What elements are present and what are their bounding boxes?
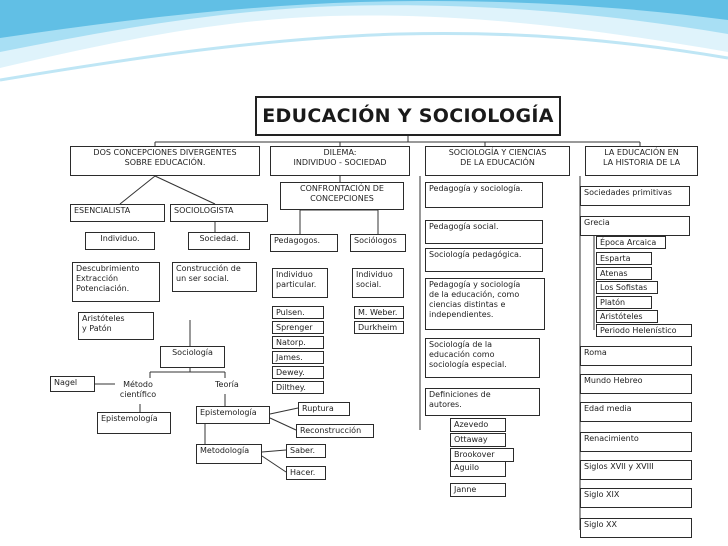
- grecia-item: Los Sofistas: [596, 281, 658, 294]
- era-box: Mundo Hebreo: [580, 374, 692, 394]
- sociologo-item: Durkheim: [354, 321, 404, 334]
- line-metod-saber: [262, 450, 286, 452]
- pedagogo-item: Pulsen.: [272, 306, 324, 319]
- sociologista-box: SOCIOLOGISTA: [170, 204, 268, 222]
- sociologos-box: Sociólogos: [350, 234, 406, 252]
- col2-header-box: DILEMA: INDIVIDUO - SOCIEDAD: [270, 146, 410, 176]
- autor-item: Aguilo: [450, 461, 506, 477]
- era-box: Siglos XVII y XVIII: [580, 460, 692, 480]
- line-epist-ruptura: [270, 408, 298, 414]
- saber-box: Saber.: [286, 444, 326, 458]
- line-col1-sociologista: [155, 176, 215, 204]
- col3-item: Sociología pedagógica.: [425, 248, 543, 272]
- grecia-item: Época Arcaica: [596, 236, 666, 249]
- epistemologia-left-box: Epistemología: [97, 412, 171, 434]
- grecia-item: Esparta: [596, 252, 652, 265]
- grecia-item: Aristóteles: [596, 310, 658, 323]
- autor-item: Brookover: [450, 448, 514, 462]
- individuo-particular-box: Individuo particular.: [272, 268, 328, 298]
- descubrimiento-box: Descubrimiento Extracción Potenciación.: [72, 262, 160, 302]
- construccion-box: Construcción de un ser social.: [172, 262, 257, 292]
- era-box: Siglo XX: [580, 518, 692, 538]
- teoria-label: Teoría: [215, 380, 239, 389]
- autor-item: Janne: [450, 483, 506, 497]
- reconstruccion-box: Reconstrucción: [296, 424, 374, 438]
- aristoteles-paton-box: Aristóteles y Patón: [78, 312, 154, 340]
- individuo-social-box: Individuo social.: [352, 268, 404, 298]
- autor-item: Azevedo: [450, 418, 506, 432]
- line-epist-reconstruccion: [270, 418, 296, 430]
- grecia-item: Periodo Helenístico: [596, 324, 692, 337]
- col1-header-box: DOS CONCEPCIONES DIVERGENTES SOBRE EDUCACIÓN.: [70, 146, 260, 176]
- individuo-box: Individuo.: [85, 232, 155, 250]
- metodologia-box: Metodología: [196, 444, 262, 464]
- grecia-box: Grecia: [580, 216, 690, 236]
- confrontacion-box: CONFRONTACIÓN DE CONCEPCIONES: [280, 182, 404, 210]
- hacer-box: Hacer.: [286, 466, 326, 480]
- pedagogia-ciencias-box: Pedagogía y sociología de la educación, como ciencias distintas e independientes.: [425, 278, 545, 330]
- pedagogo-item: Natorp.: [272, 336, 324, 349]
- definiciones-box: Definiciones de autores.: [425, 388, 540, 416]
- nagel-box: Nagel: [50, 376, 95, 392]
- line-metod-hacer: [262, 456, 286, 472]
- pedagogo-item: James.: [272, 351, 324, 364]
- autor-item: Ottaway: [450, 433, 506, 447]
- pedagogo-item: Dilthey.: [272, 381, 324, 394]
- era-box: Siglo XIX: [580, 488, 692, 508]
- col3-header-box: SOCIOLOGÍA Y CIENCIAS DE LA EDUCACIÓN: [425, 146, 570, 176]
- col4-header-box: LA EDUCACIÓN EN LA HISTORIA DE LA: [585, 146, 698, 176]
- col3-item: Pedagogía social.: [425, 220, 543, 244]
- epistemologia-box: Epistemología: [196, 406, 270, 424]
- line-col1-esencialista: [120, 176, 155, 204]
- grecia-item: Atenas: [596, 267, 652, 280]
- sociologo-item: M. Weber.: [354, 306, 404, 319]
- era-box: Edad media: [580, 402, 692, 422]
- sociedad-box: Sociedad.: [188, 232, 250, 250]
- era-box: Renacimiento: [580, 432, 692, 452]
- col3-item: Pedagogía y sociología.: [425, 182, 543, 208]
- sociologia-especial-box: Sociología de la educación como sociología especial.: [425, 338, 540, 378]
- esencialista-box: ESENCIALISTA: [70, 204, 165, 222]
- sociedades-primitivas-box: Sociedades primitivas: [580, 186, 690, 206]
- pedagogo-item: Dewey.: [272, 366, 324, 379]
- metodo-cientifico-label: Método científico: [119, 380, 157, 399]
- diagram-title: EDUCACIÓN Y SOCIOLOGÍA: [255, 96, 561, 136]
- pedagogos-box: Pedagogos.: [270, 234, 338, 252]
- sociologia-box: Sociología: [160, 346, 225, 368]
- grecia-item: Platón: [596, 296, 652, 309]
- ruptura-box: Ruptura: [298, 402, 350, 416]
- era-box: Roma: [580, 346, 692, 366]
- pedagogo-item: Sprenger: [272, 321, 324, 334]
